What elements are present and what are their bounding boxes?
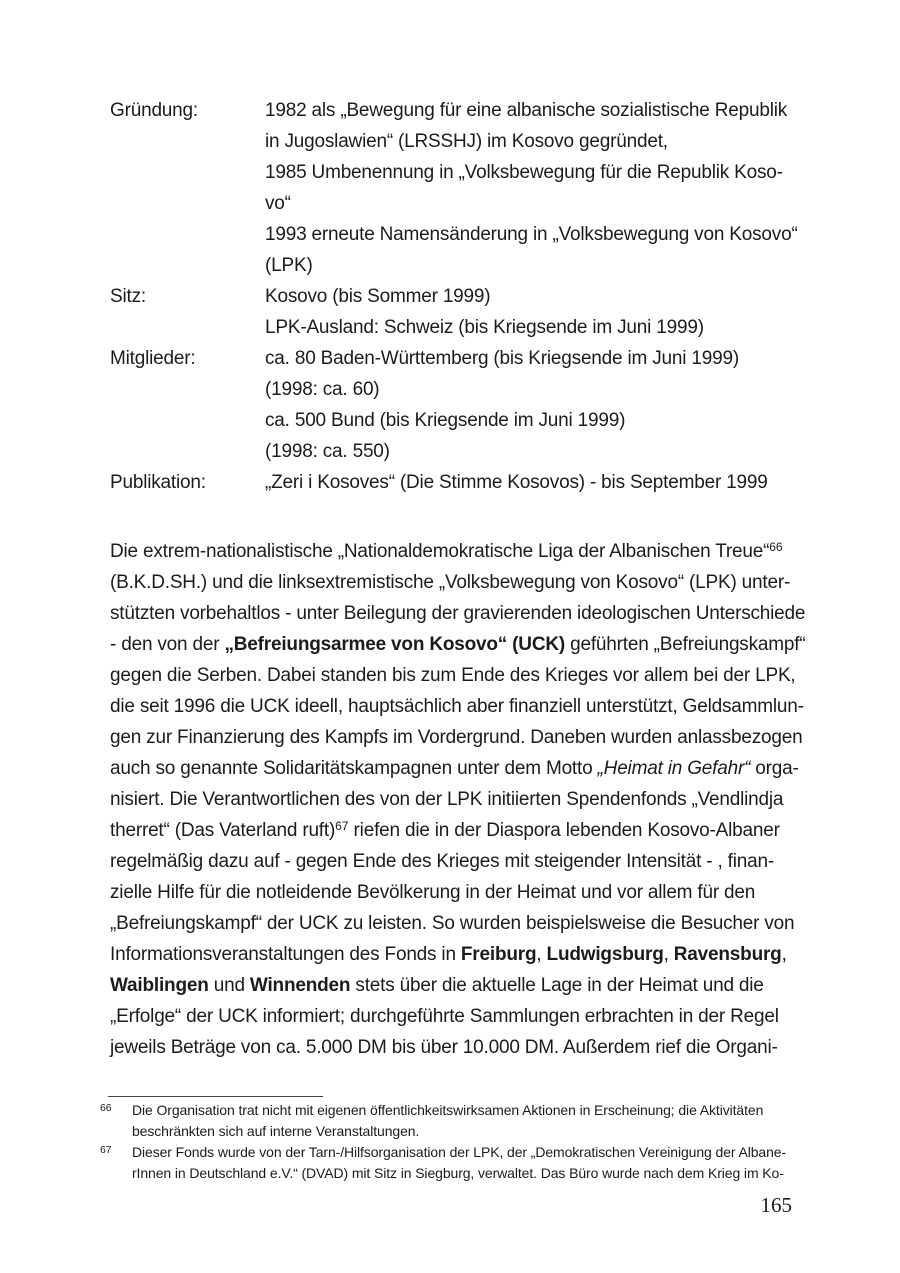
paragraph-line (110, 846, 830, 877)
text-segment: stets über die aktuelle Lage in der Heimat und die (350, 975, 764, 996)
footnote (100, 1100, 810, 1142)
text-segment: Freiburg (460, 944, 537, 965)
text-segment: , (663, 944, 674, 965)
text-segment: , (781, 944, 787, 965)
paragraph-line (110, 629, 830, 660)
paragraph-line (110, 1032, 830, 1063)
text-segment: Die extrem-nationalistische „Nationaldemokratische Liga der Albanischen Treue“ (110, 541, 770, 562)
text-segment: therret“ (Das Vaterland ruft) (110, 820, 336, 841)
paragraph-line (110, 939, 830, 970)
definition-value-line: Kosovo (bis Sommer 1999) (265, 286, 491, 307)
definition-row (110, 467, 792, 498)
definition-value (265, 343, 792, 467)
paragraph-line (110, 877, 830, 908)
definition-value (265, 281, 792, 343)
paragraph-line (110, 598, 830, 629)
paragraph-line (110, 660, 830, 691)
paragraph-line (110, 753, 830, 784)
text-segment: gen zur Finanzierung des Kampfs im Vordergrund. Daneben wurden anlassbezogen (110, 727, 803, 748)
text-segment: „Heimat in Gefahr“ (597, 758, 751, 779)
footnote-reference: 67 (335, 818, 349, 833)
footnote-list (100, 1100, 810, 1184)
paragraph-line (110, 722, 830, 753)
text-segment: Ravensburg (673, 944, 782, 965)
paragraph-line (110, 567, 830, 598)
footnote-separator-rule (108, 1096, 323, 1097)
text-segment: gegen die Serben. Dabei standen bis zum Ende des Krieges vor allem bei der LPK, (110, 665, 796, 686)
footnote-line: Die Organisation trat nicht mit eigenen öffentlichkeitswirksamen Aktionen in Erscheinung; die Aktivitäten (132, 1102, 764, 1118)
paragraph-line (110, 1001, 830, 1032)
text-segment: riefen die in der Diaspora lebenden Kosovo-Albaner (348, 820, 780, 841)
text-segment: geführten „Befreiungskampf“ (565, 634, 806, 655)
text-segment: Winnenden (249, 975, 351, 996)
organization-fact-sheet (110, 95, 798, 498)
definition-value-line: 1993 erneute Namensänderung in „Volksbewegung von Kosovo“ (265, 224, 798, 245)
definition-value-line: ca. 500 Bund (bis Kriegsende im Juni 1999) (265, 410, 626, 431)
text-segment: - den von der (110, 634, 225, 655)
footnote-marker: 67 (100, 1144, 112, 1156)
page-number: 165 (760, 1193, 792, 1217)
footnote-text (132, 1142, 810, 1184)
definition-value (265, 467, 792, 498)
paragraph-line (110, 970, 830, 1001)
definition-value-line: (LPK) (265, 255, 313, 276)
paragraph-line (110, 908, 830, 939)
definition-row (110, 95, 798, 281)
definition-label: Sitz: (110, 286, 146, 307)
text-segment: die seit 1996 die UCK ideell, hauptsächlich aber finanziell unterstützt, Geldsammlun- (110, 696, 804, 717)
footnote-section (100, 1096, 810, 1184)
footnote-line: beschränkten sich auf interne Veranstaltungen. (132, 1123, 420, 1139)
footnote-marker: 66 (100, 1102, 112, 1114)
footnote-text (132, 1100, 810, 1142)
footnote (100, 1142, 810, 1184)
text-segment: (B.K.D.SH.) und die linksextremistische „Volksbewegung von Kosovo“ (LPK) unter- (110, 572, 791, 593)
text-segment: zielle Hilfe für die notleidende Bevölkerung in der Heimat und vor allem für den (110, 882, 756, 903)
footnote-reference: 66 (769, 539, 783, 554)
text-segment: und (208, 975, 250, 996)
text-segment: Waiblingen (110, 975, 209, 996)
text-segment: stützten vorbehaltlos - unter Beilegung der gravierenden ideologischen Unterschiede (110, 603, 806, 624)
text-segment: auch so genannte Solidaritätskampagnen unter dem Motto (110, 758, 598, 779)
definition-value (265, 95, 798, 281)
body-paragraph (110, 536, 830, 1063)
definition-row (110, 343, 792, 467)
definition-label: Publikation: (110, 472, 206, 493)
definition-value-line: in Jugoslawien“ (LRSSHJ) im Kosovo gegründet, (265, 131, 668, 152)
paragraph-line (110, 815, 830, 846)
text-segment: „Befreiungsarmee von Kosovo“ (UCK) (224, 634, 565, 655)
text-segment: regelmäßig dazu auf - gegen Ende des Krieges mit steigender Intensität - , finan- (110, 851, 774, 872)
text-segment: nisiert. Die Verantwortlichen des von der LPK initiierten Spendenfonds „Vendlindja (110, 789, 784, 810)
definition-value-line: vo“ (265, 193, 291, 214)
paragraph-line (110, 536, 830, 567)
text-segment: „Befreiungskampf“ der UCK zu leisten. So wurden beispielsweise die Besucher von (110, 913, 795, 934)
definition-value-line: ca. 80 Baden-Württemberg (bis Kriegsende im Juni 1999) (265, 348, 739, 369)
definition-value-line: (1998: ca. 550) (265, 441, 390, 462)
text-segment: orga- (750, 758, 799, 779)
text-segment: „Erfolge“ der UCK informiert; durchgeführte Sammlungen erbrachten in der Regel (110, 1006, 779, 1027)
paragraph-line (110, 691, 830, 722)
definition-value-line: (1998: ca. 60) (265, 379, 380, 400)
paragraph-line (110, 784, 830, 815)
definition-value-line: LPK-Ausland: Schweiz (bis Kriegsende im Juni 1999) (265, 317, 704, 338)
definition-label: Gründung: (110, 100, 198, 121)
definition-value-line: „Zeri i Kosoves“ (Die Stimme Kosovos) - bis September 1999 (265, 472, 768, 493)
definition-value-line: 1982 als „Bewegung für eine albanische sozialistische Republik (265, 100, 788, 121)
footnote-line: rInnen in Deutschland e.V.“ (DVAD) mit Sitz in Siegburg, verwaltet. Das Büro wurde nach dem Krieg im Ko- (132, 1165, 784, 1181)
definition-label: Mitglieder: (110, 348, 196, 369)
text-segment: , (536, 944, 547, 965)
text-segment: Informationsveranstaltungen des Fonds in (110, 944, 461, 965)
text-segment: jeweils Beträge von ca. 5.000 DM bis über 10.000 DM. Außerdem rief die Organi- (110, 1037, 778, 1058)
footnote-line: Dieser Fonds wurde von der Tarn-/Hilfsorganisation der LPK, der „Demokratischen Vereinigung der Albane- (132, 1144, 787, 1160)
definition-value-line: 1985 Umbenennung in „Volksbewegung für die Republik Koso- (265, 162, 783, 183)
definition-row (110, 281, 792, 343)
text-segment: Ludwigsburg (546, 944, 664, 965)
